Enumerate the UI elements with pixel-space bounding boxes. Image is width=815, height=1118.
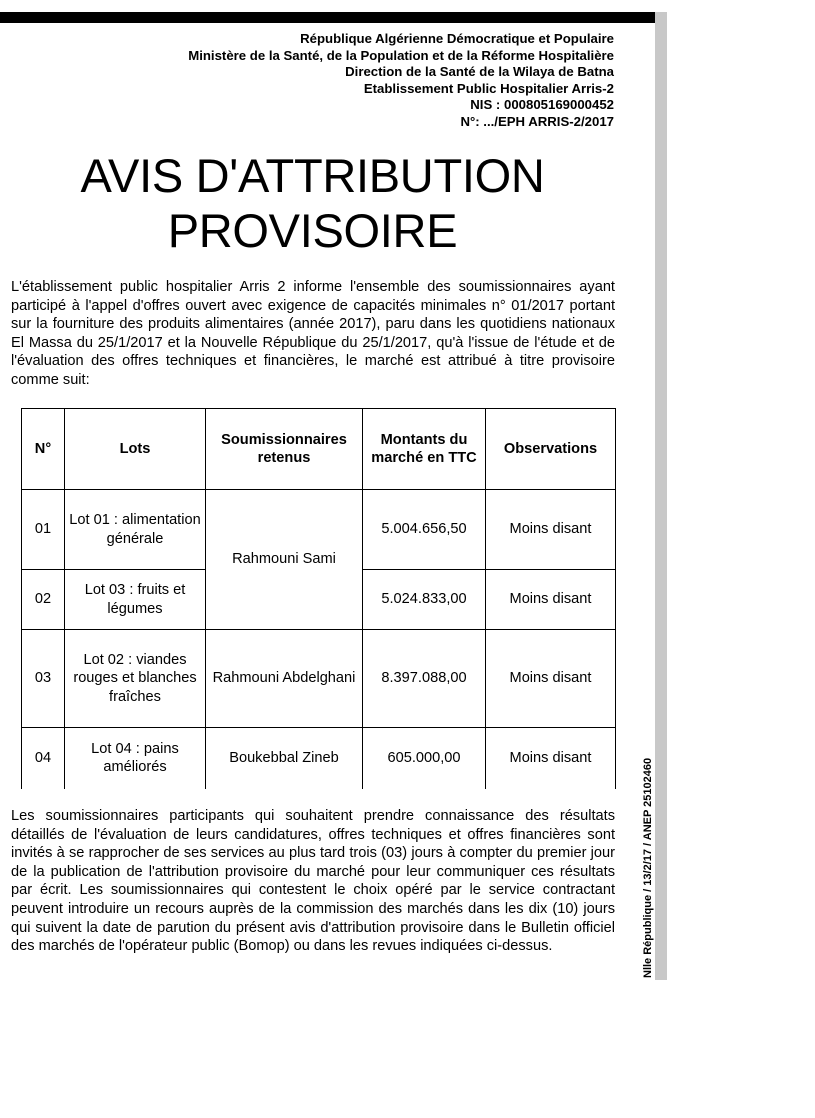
row-bidder: Rahmouni Sami [206, 490, 363, 630]
title-line-1: AVIS D'ATTRIBUTION [80, 149, 545, 202]
page-title [0, 148, 625, 258]
row-no: 02 [22, 570, 65, 630]
intro-paragraph: L'établissement public hospitalier Arris 2 informe l'ensemble des soumissionnaires ayant participé à l'appel d'offres ouvert avec exigence de capacités minimales n° 01/2017 portant sur la fourniture des produits alimentaires (année 2017), paru dans les quotidiens nationaux El Massa du 25/1/2017 et la Nouvelle République du 25/1/2017, qu'à l'issue de l'étude et de l'évaluation des offres techniques et financières, le marché est attribué à titre provisoire comme suit: [11, 279, 615, 388]
row-no: 04 [22, 728, 65, 789]
outro-paragraph: Les soumissionnaires participants qui souhaitent prendre connaissance des résultats détaillés de l'évaluation de leurs candidatures, offres techniques et offres financières sont invités à se rapprocher de ses services au plus tard trois (03) jours à compter du premier jour de la publication de l'attribution provisoire du marché pour leur communiquer ces résultats par écrit. Les soumissionnaires qui contestent le choix opéré par le service contractant peuvent introduire un recours auprès de la commission des marchés dans les dix (10) jours qui suivent la date de parution du présent avis d'attribution provisoire dans le Bulletin officiel des marchés de l'opérateur public (Bomop) ou dans les revues indiquées ci-dessus. [11, 808, 615, 955]
row-no: 03 [22, 630, 65, 728]
header-line-republic: République Algérienne Démocratique et Populaire [300, 31, 614, 46]
row-no: 01 [22, 490, 65, 570]
top-rule [0, 12, 655, 23]
award-table [21, 408, 616, 789]
header-block [188, 31, 614, 131]
header-amount: Montants du marché en TTC [363, 409, 486, 490]
table-header-row [22, 409, 616, 490]
header-line-ministry: Ministère de la Santé, de la Population et de la Réforme Hospitalière [188, 47, 614, 63]
table-row [22, 490, 616, 570]
row-lot: Lot 03 : fruits et légumes [65, 570, 206, 630]
header-lots: Lots [65, 409, 206, 490]
table-row [22, 630, 616, 728]
header-line-establishment: Etablissement Public Hospitalier Arris-2 [363, 80, 614, 96]
row-lot: Lot 01 : alimentation générale [65, 490, 206, 570]
header-observations: Observations [486, 409, 616, 490]
row-bidder: Rahmouni Abdelghani [206, 630, 363, 728]
row-lot: Lot 04 : pains améliorés [65, 728, 206, 789]
row-amount: 605.000,00 [363, 728, 486, 789]
header-line-nis: NIS : 000805169000452 [470, 97, 614, 113]
row-amount: 8.397.088,00 [363, 630, 486, 728]
row-observation: Moins disant [486, 570, 616, 630]
row-lot: Lot 02 : viandes rouges et blanches fraîches [65, 630, 206, 728]
header-line-reference: N°: .../EPH ARRIS-2/2017 [460, 113, 614, 129]
table-row [22, 728, 616, 789]
right-margin-bar [655, 12, 667, 980]
header-no: N° [22, 409, 65, 490]
row-amount: 5.024.833,00 [363, 570, 486, 630]
title-line-2: PROVISOIRE [167, 204, 458, 257]
row-observation: Moins disant [486, 728, 616, 789]
row-amount: 5.004.656,50 [363, 490, 486, 570]
row-bidder: Boukebbal Zineb [206, 728, 363, 789]
row-observation: Moins disant [486, 490, 616, 570]
publication-stamp: Nlle République / 13/2/17 / ANEP 25102460 [642, 757, 654, 978]
header-line-direction: Direction de la Santé de la Wilaya de Batna [345, 64, 614, 80]
row-observation: Moins disant [486, 630, 616, 728]
header-bidders: Soumissionnaires retenus [206, 409, 363, 490]
